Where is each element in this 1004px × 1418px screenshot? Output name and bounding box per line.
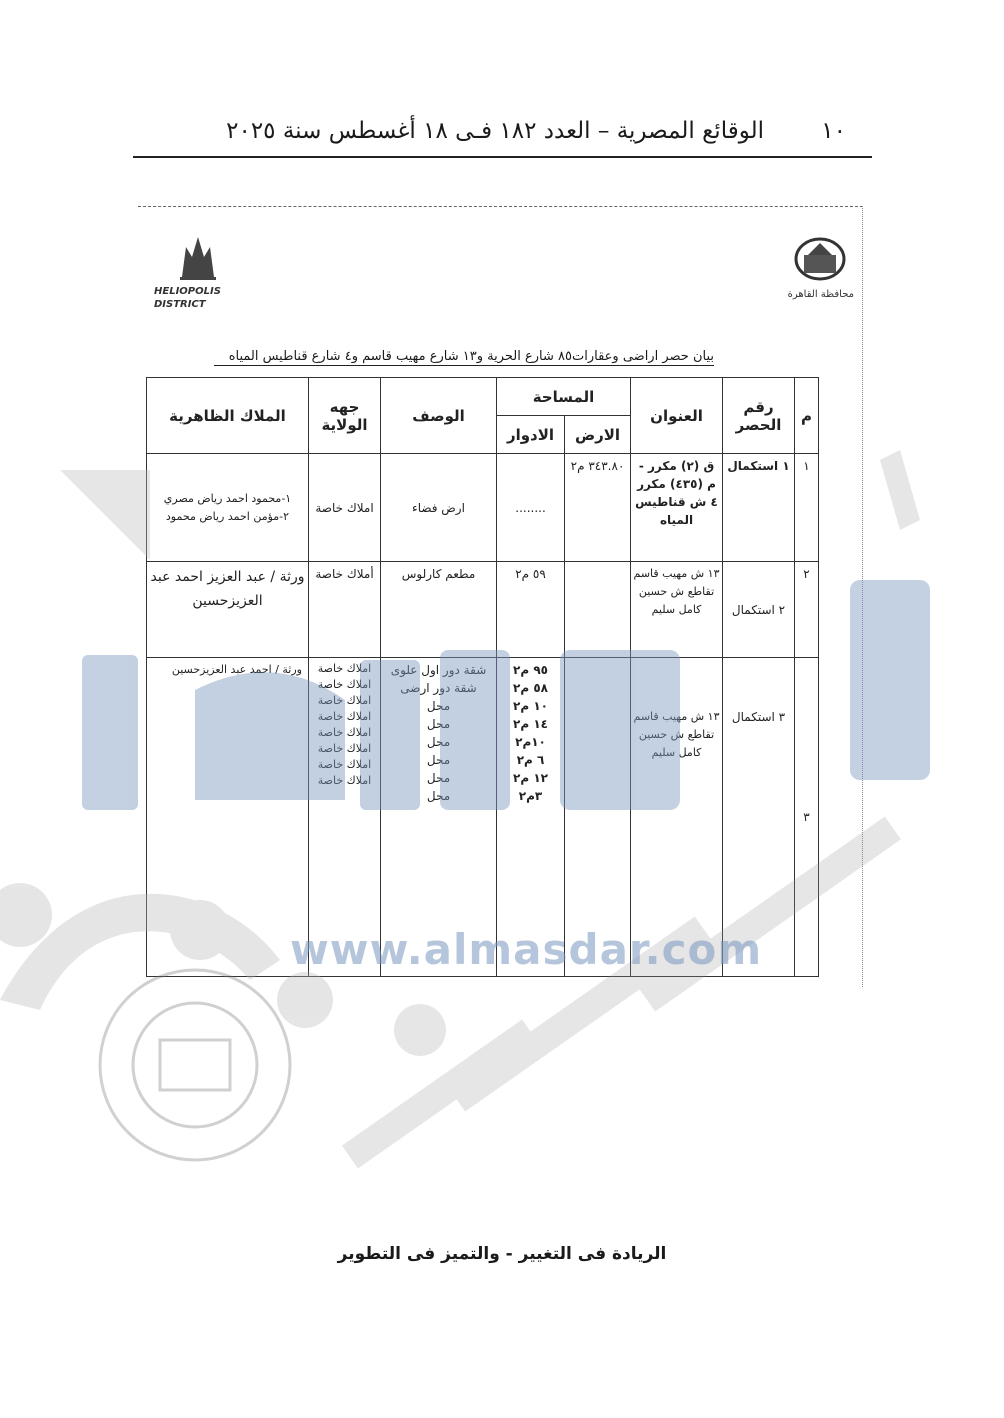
header-jurisdiction: جهه الولاية — [309, 378, 381, 454]
row-m: ١ — [795, 454, 819, 562]
unit-jurisdiction: املاك خاصة — [317, 726, 372, 739]
unit-description: محل — [426, 699, 451, 713]
header-inventory-number: رقم الحصر — [723, 378, 795, 454]
statement-title: بيان حصر اراضى وعقارات٨٥ شارع الحرية و١٣ شارع مهيب قاسم و٤ شارع قناطيس المياه — [214, 349, 714, 366]
unit-description: محل — [426, 753, 451, 767]
row-owners — [147, 658, 309, 977]
header-address: العنوان — [631, 378, 723, 454]
unit-jurisdiction: املاك خاصة — [317, 678, 372, 691]
unit-jurisdiction: املاك خاصة — [317, 694, 372, 707]
unit-description: محل — [426, 771, 451, 785]
floor-area: ٩٥ م٢ — [513, 663, 548, 677]
unit-jurisdiction: املاك خاصة — [317, 774, 372, 787]
header-area: المساحة — [497, 378, 631, 416]
watermark-domain: www.almasdar.com — [290, 925, 763, 974]
header-land: الارض — [565, 416, 631, 454]
table-row — [147, 454, 819, 562]
row-floors: ٥٩ م٢ — [497, 562, 565, 658]
row-inventory-number: ١ استكمال — [723, 454, 795, 562]
unit-description: محل — [426, 789, 451, 803]
row-address: ١٣ ش مهيب قاسم تقاطع ش حسين كامل سليم — [631, 562, 723, 658]
owner-name: ورثة / احمد عبد العزيزحسين — [171, 663, 302, 676]
floor-area: ٥٨ م٢ — [513, 681, 548, 695]
row-address: ق (٢) مكرر - م (٤٣٥) مكرر ٤ ش قناطيس المياه — [631, 454, 723, 562]
unit-jurisdiction: املاك خاصة — [317, 758, 372, 771]
floor-area: ٦ م٢ — [516, 753, 545, 767]
floor-area: ١٤ م٢ — [513, 717, 548, 731]
gazette-title: الوقائع المصرية – العدد ١٨٢ فـى ١٨ أغسطس سنة ٢٠٢٥ — [226, 118, 764, 144]
row-land — [565, 562, 631, 658]
row-inventory-number: ٣ استكمال — [723, 658, 795, 977]
footer-slogan: الريادة فى التغيير - والتميز فى التطوير — [337, 1244, 667, 1264]
district-logo — [154, 227, 244, 337]
ministry-seal-icon — [100, 970, 290, 1160]
header-description: الوصف — [381, 378, 497, 454]
row-floors: ........ — [497, 454, 565, 562]
header-floors: الادوار — [497, 416, 565, 454]
row-owners — [147, 454, 309, 562]
unit-jurisdiction: املاك خاصة — [317, 710, 372, 723]
row-description: ارض فضاء — [381, 454, 497, 562]
gazette-header — [133, 108, 872, 158]
district-logo-text: HELIOPOLIS DISTRICT — [154, 286, 221, 310]
unit-description: شقة دور ارضى — [400, 681, 477, 695]
floor-area: ١٠م٢ — [515, 735, 546, 749]
scanned-document — [138, 206, 863, 987]
floor-area: ١٢ م٢ — [513, 771, 548, 785]
row-owners — [147, 562, 309, 658]
page-number: ١٠ — [821, 118, 846, 144]
owner-name: ورثة / عبد العزيز احمد عبد العزيزحسين — [150, 569, 305, 609]
row-jurisdiction: أملاك خاصة — [309, 562, 381, 658]
owner-name: ١-محمود احمد رياض مصري — [163, 491, 292, 505]
floor-area: ٣م٢ — [518, 789, 543, 803]
row-jurisdiction: املاك خاصة — [309, 454, 381, 562]
row-description: مطعم كارلوس — [381, 562, 497, 658]
row-land: ٣٤٣.٨٠ م٢ — [565, 454, 631, 562]
district-emblem-icon — [176, 227, 220, 283]
header-m: م — [795, 378, 819, 454]
unit-description: شقة دور اول علوى — [390, 663, 487, 677]
row-address: ١٣ ش مهيب قاسم تقاطع ش حسين كامل سليم — [631, 658, 723, 977]
governorate-emblem-icon — [790, 237, 850, 287]
header-apparent-owners: الملاك الظاهرية — [147, 378, 309, 454]
unit-description: محل — [426, 735, 451, 749]
owner-name: ٢-مؤمن احمد رياض محمود — [165, 509, 290, 523]
floor-area: ١٠ م٢ — [513, 699, 548, 713]
unit-description: محل — [426, 717, 451, 731]
unit-jurisdiction: املاك خاصة — [317, 662, 372, 675]
row-inventory-number: ٢ استكمال — [723, 562, 795, 658]
table-row — [147, 562, 819, 658]
unit-jurisdiction: املاك خاصة — [317, 742, 372, 755]
row-m: ٣ — [795, 658, 819, 977]
governorate-logo — [784, 237, 854, 317]
row-m: ٢ — [795, 562, 819, 658]
governorate-label: محافظة القاهرة — [787, 289, 854, 300]
inventory-table — [146, 377, 819, 977]
